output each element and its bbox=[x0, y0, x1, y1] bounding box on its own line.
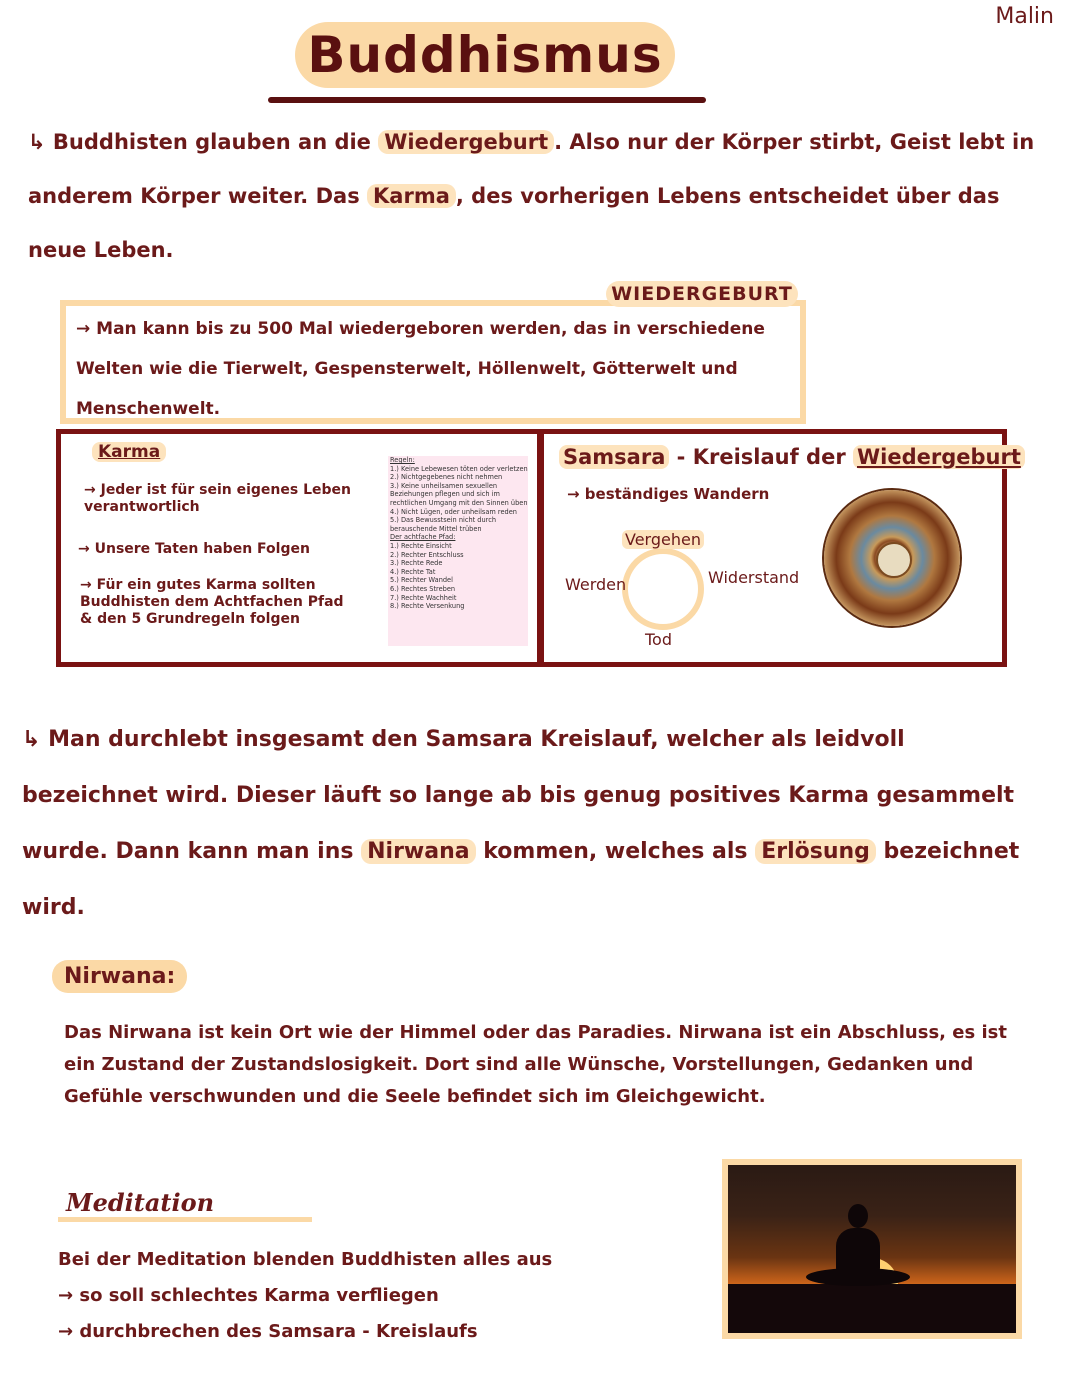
highlight-erloesung: Erlösung bbox=[755, 839, 876, 864]
highlight-karma: Karma bbox=[367, 184, 456, 208]
page-title: Buddhismus bbox=[307, 26, 663, 84]
nirwana-text: Das Nirwana ist kein Ort wie der Himmel oder das Paradies. Nirwana ist ein Abschluss, es ist ein Zustand der Zustandslosigkeit. Dort sind alle Wünsche, Vorstellungen, Gedanken und Gefühle verschwunden und die Seele befindet sich im Gleichgewicht. bbox=[64, 1022, 1007, 1107]
path-item: 6.) Rechtes Streben bbox=[390, 584, 456, 593]
meditation-line: → durchbrechen des Samsara - Kreislaufs bbox=[58, 1321, 478, 1342]
karma-point: → Für ein gutes Karma sollten Buddhisten dem Achtfachen Pfad & den 5 Grundregeln folgen bbox=[80, 577, 344, 627]
intro-paragraph: ↳ Buddhisten glauben an die Wiedergeburt . Also nur der Körper stirbt, Geist lebt in anderem Körper weiter. Das Karma , des vorherigen Lebens entscheidet über das neue Leben. bbox=[28, 130, 1035, 262]
meditation-text bbox=[58, 1242, 698, 1350]
cycle-circle bbox=[622, 548, 704, 630]
rules-list bbox=[390, 456, 528, 611]
wiedergeburt-label: WIEDERGEBURT bbox=[611, 283, 793, 305]
photo-silhouette-head bbox=[848, 1204, 868, 1228]
wiedergeburt-text: → Man kann bis zu 500 Mal wiedergeboren werden, das in verschiedene Welten wie die Tierwelt, Gespensterwelt, Höllenwelt, Götterwelt und Menschenwelt. bbox=[76, 319, 765, 419]
meditation-heading: Meditation bbox=[66, 1188, 215, 1217]
path-item: 3.) Rechte Rede bbox=[390, 559, 443, 568]
cycle-label-right: Widerstand bbox=[708, 568, 800, 587]
author-name: Malin bbox=[995, 4, 1054, 29]
path-heading: Der achtfache Pfad: bbox=[390, 533, 456, 542]
rule-item: 5.) Das Bewusstsein nicht durch berauschende Mittel trüben bbox=[390, 516, 497, 533]
rule-item: 4.) Nicht Lügen, oder unheilsam reden bbox=[390, 507, 517, 516]
karma-point: → Unsere Taten haben Folgen bbox=[78, 541, 310, 557]
cycle-label-bottom: Tod bbox=[645, 630, 672, 649]
wheel-center bbox=[876, 542, 912, 578]
meditation-line: → so soll schlechtes Karma verfliegen bbox=[58, 1285, 439, 1306]
path-item: 8.) Rechte Versenkung bbox=[390, 602, 465, 611]
samsara-subtitle: → beständiges Wandern bbox=[567, 485, 770, 503]
path-item: 4.) Rechte Tat bbox=[390, 567, 436, 576]
cycle-label-left: Werden bbox=[565, 575, 627, 594]
samsara-title: Samsara - Kreislauf der Wiedergeburt bbox=[559, 445, 1025, 469]
nirwana-heading: Nirwana: bbox=[52, 960, 187, 993]
highlight-nirwana: Nirwana bbox=[361, 839, 475, 864]
rule-item: 3.) Keine unheilsamen sexuellen Beziehungen pflegen und sich im rechtlichen Umgang mit den Sinnen üben bbox=[390, 481, 528, 507]
rules-heading: Regeln: bbox=[390, 456, 415, 464]
rule-item: 1.) Keine Lebewesen töten oder verletzen bbox=[390, 464, 528, 473]
title-underline bbox=[268, 97, 706, 103]
arrow-icon: ↳ bbox=[22, 727, 41, 752]
arrow-icon: ↳ bbox=[28, 130, 46, 154]
karma-title: Karma bbox=[92, 442, 166, 462]
cycle-label-top: Vergehen bbox=[622, 530, 704, 549]
highlight-wiedergeburt: Wiedergeburt bbox=[378, 130, 554, 154]
karma-point: → Jeder ist für sein eigenes Leben verantwortlich bbox=[84, 482, 351, 515]
path-item: 5.) Rechter Wandel bbox=[390, 576, 453, 585]
photo-mountain bbox=[728, 1284, 1016, 1333]
rule-item: 2.) Nichtgegebenes nicht nehmen bbox=[390, 473, 503, 482]
meditation-line: Bei der Meditation blenden Buddhisten alles aus bbox=[58, 1249, 553, 1270]
meditation-underline bbox=[58, 1217, 312, 1222]
path-item: 1.) Rechte Einsicht bbox=[390, 541, 452, 550]
path-item: 2.) Rechter Entschluss bbox=[390, 550, 464, 559]
samsara-paragraph: ↳ Man durchlebt insgesamt den Samsara Kreislauf, welcher als leidvoll bezeichnet wird. Dieser läuft so lange ab bis genug positives Karma gesammelt wurde. Dann kann man ins Nirwana kommen, welches als Erlösung bezeichnet wird. bbox=[22, 727, 1020, 920]
photo-silhouette-body bbox=[836, 1228, 880, 1274]
path-item: 7.) Rechte Wachheit bbox=[390, 593, 457, 602]
